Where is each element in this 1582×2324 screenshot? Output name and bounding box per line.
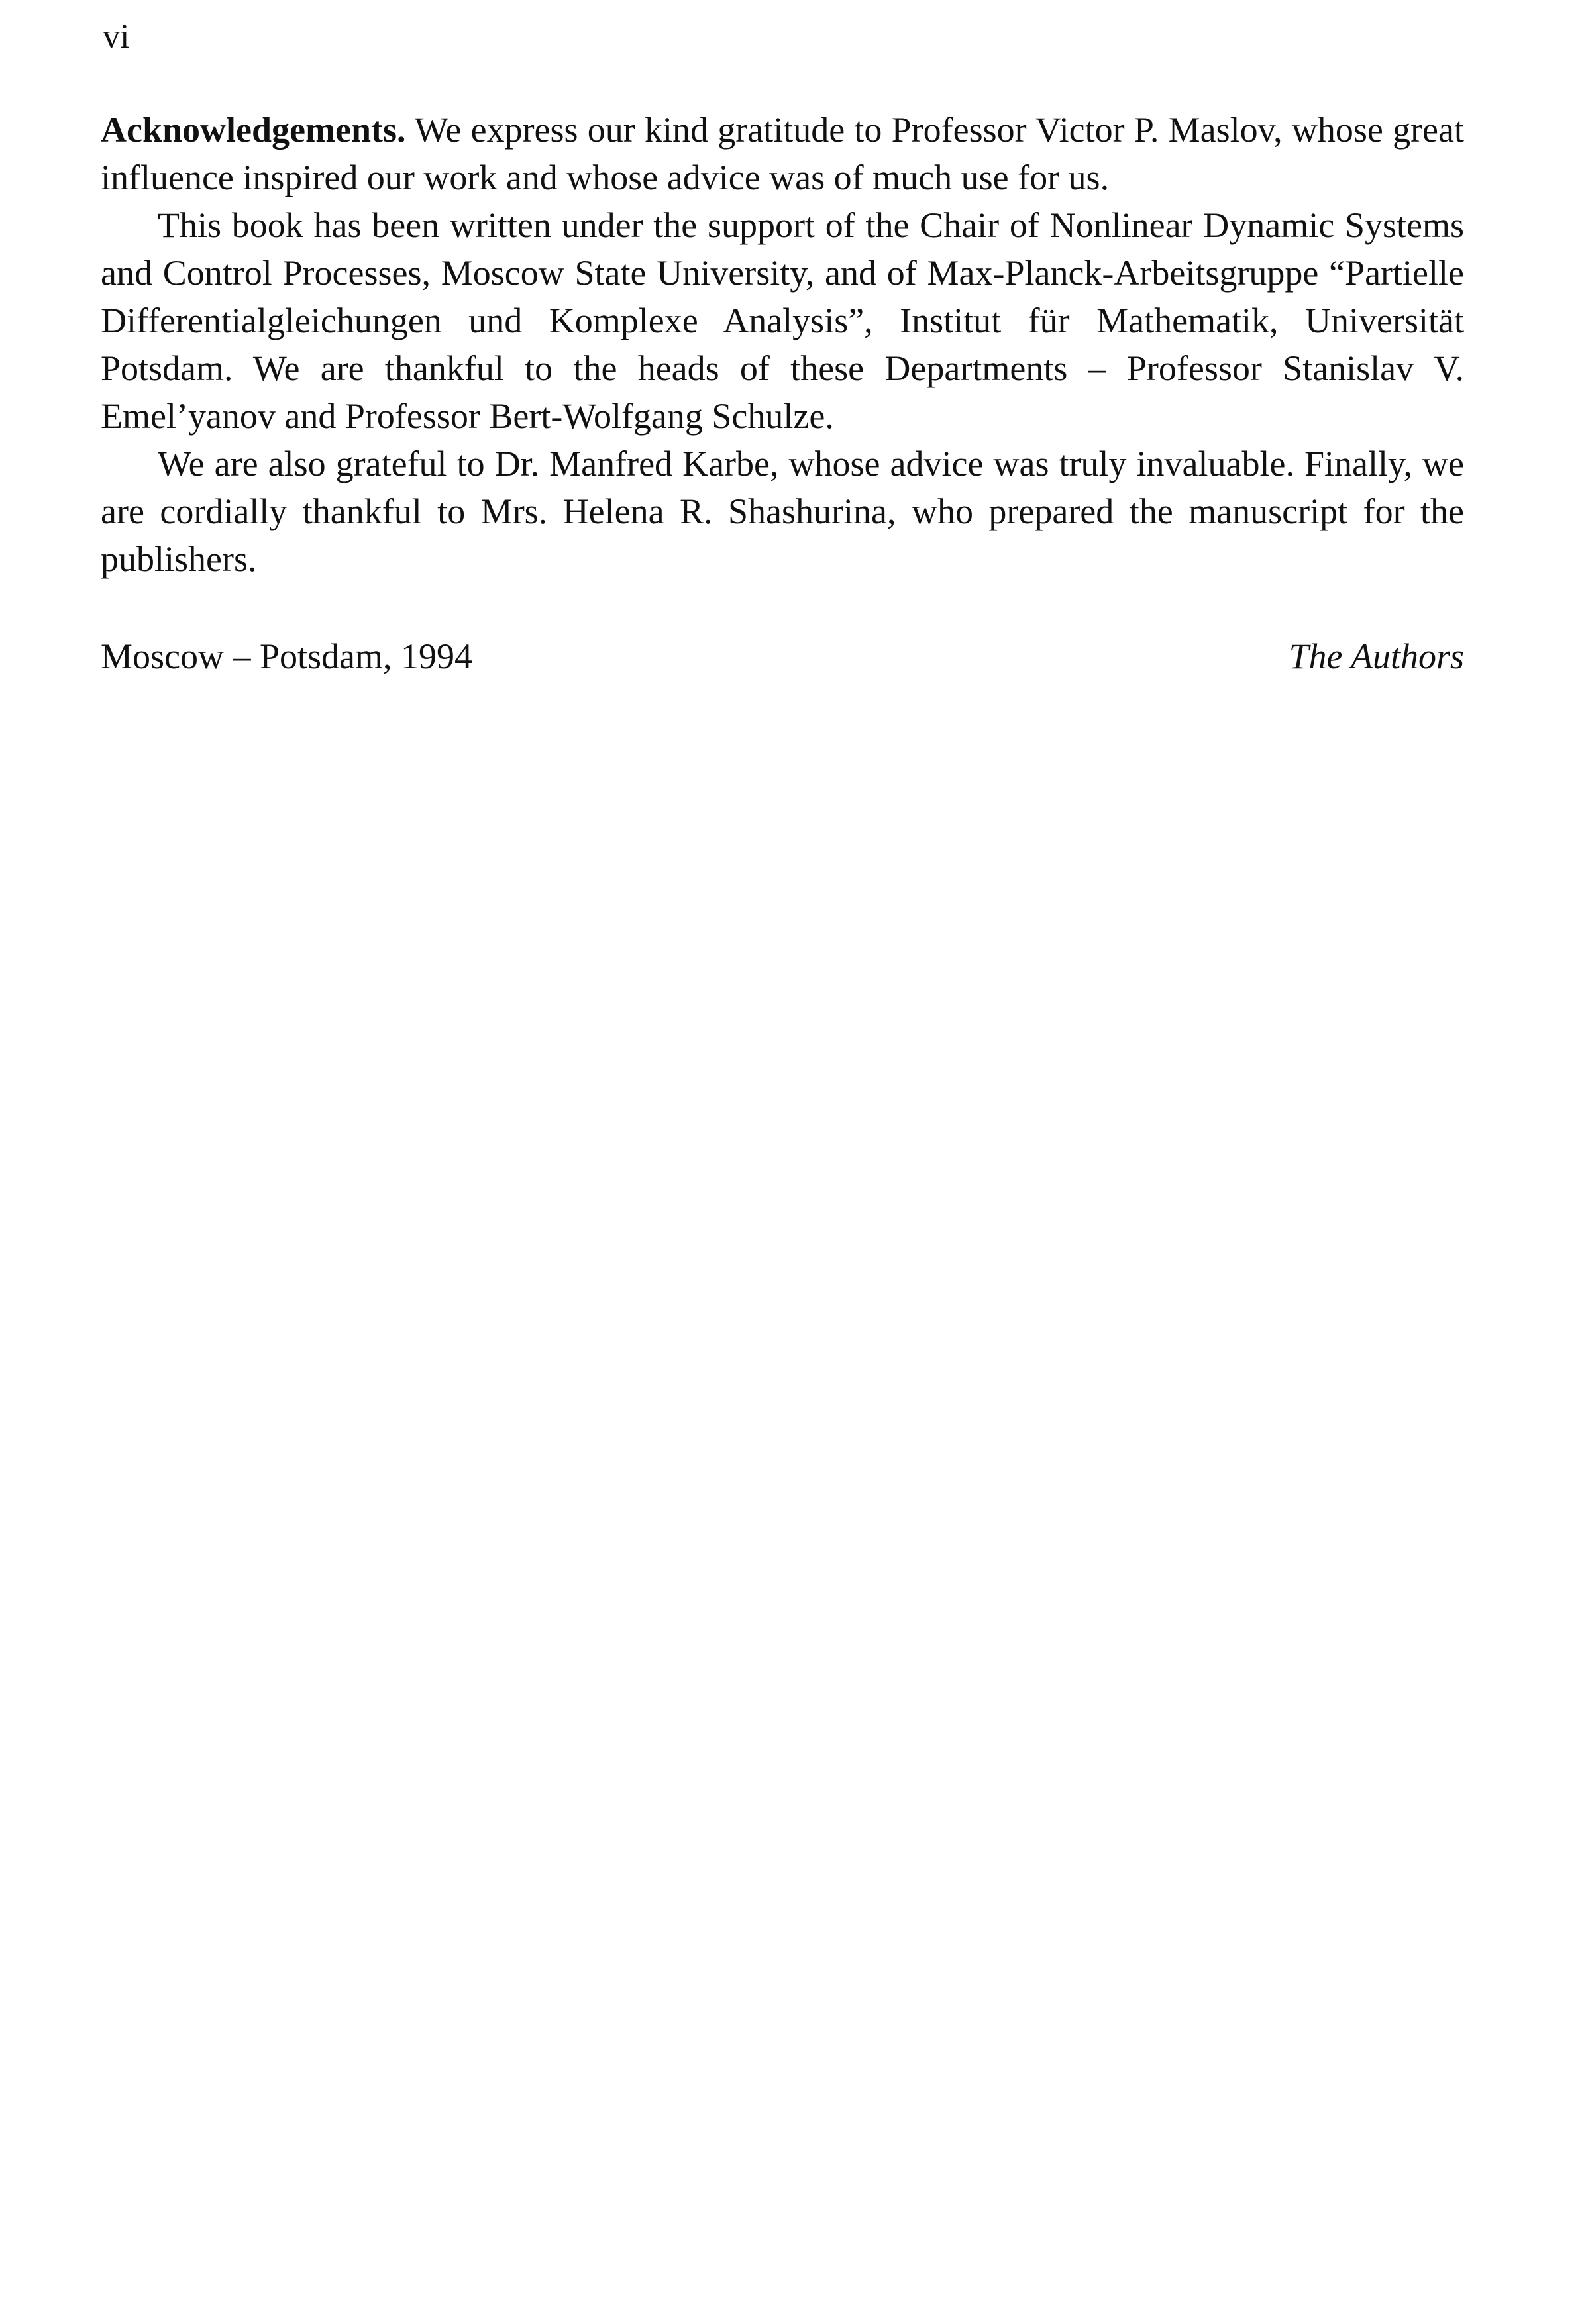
page-number: vi xyxy=(103,18,130,56)
gratitude-paragraph: We are also grateful to Dr. Manfred Karbe, whose advice was truly invaluable. Finally, we are cordially thankful to Mrs. Helena R. Shashurina, who prepared the manuscript for the publishers. xyxy=(101,444,1464,579)
signature-line xyxy=(101,632,1464,680)
place-date: Moscow – Potsdam, 1994 xyxy=(101,636,473,676)
acknowledgements-heading: Acknowledgements. xyxy=(101,110,406,150)
acknowledgements-section xyxy=(101,106,1464,583)
authors-signature: The Authors xyxy=(1289,636,1464,676)
acknowledgements-intro-text: We express our kind gratitude to Professor Victor P. Maslov, whose great influence inspired our work and whose advice was of much use for us. xyxy=(101,110,1464,197)
support-paragraph: This book has been written under the support of the Chair of Nonlinear Dynamic Systems and Control Processes, Moscow State University, and of Max-Planck-Arbeitsgruppe “Partielle Differentialgleichungen und Komplexe Analysis”, Institut für Mathematik, Universität Potsdam. We are thankful to the heads of these Departments – Professor Stanislav V. Emel’yanov and Professor Bert-Wolfgang Schulze. xyxy=(101,205,1464,436)
acknowledgements-intro-paragraph xyxy=(101,106,1464,201)
